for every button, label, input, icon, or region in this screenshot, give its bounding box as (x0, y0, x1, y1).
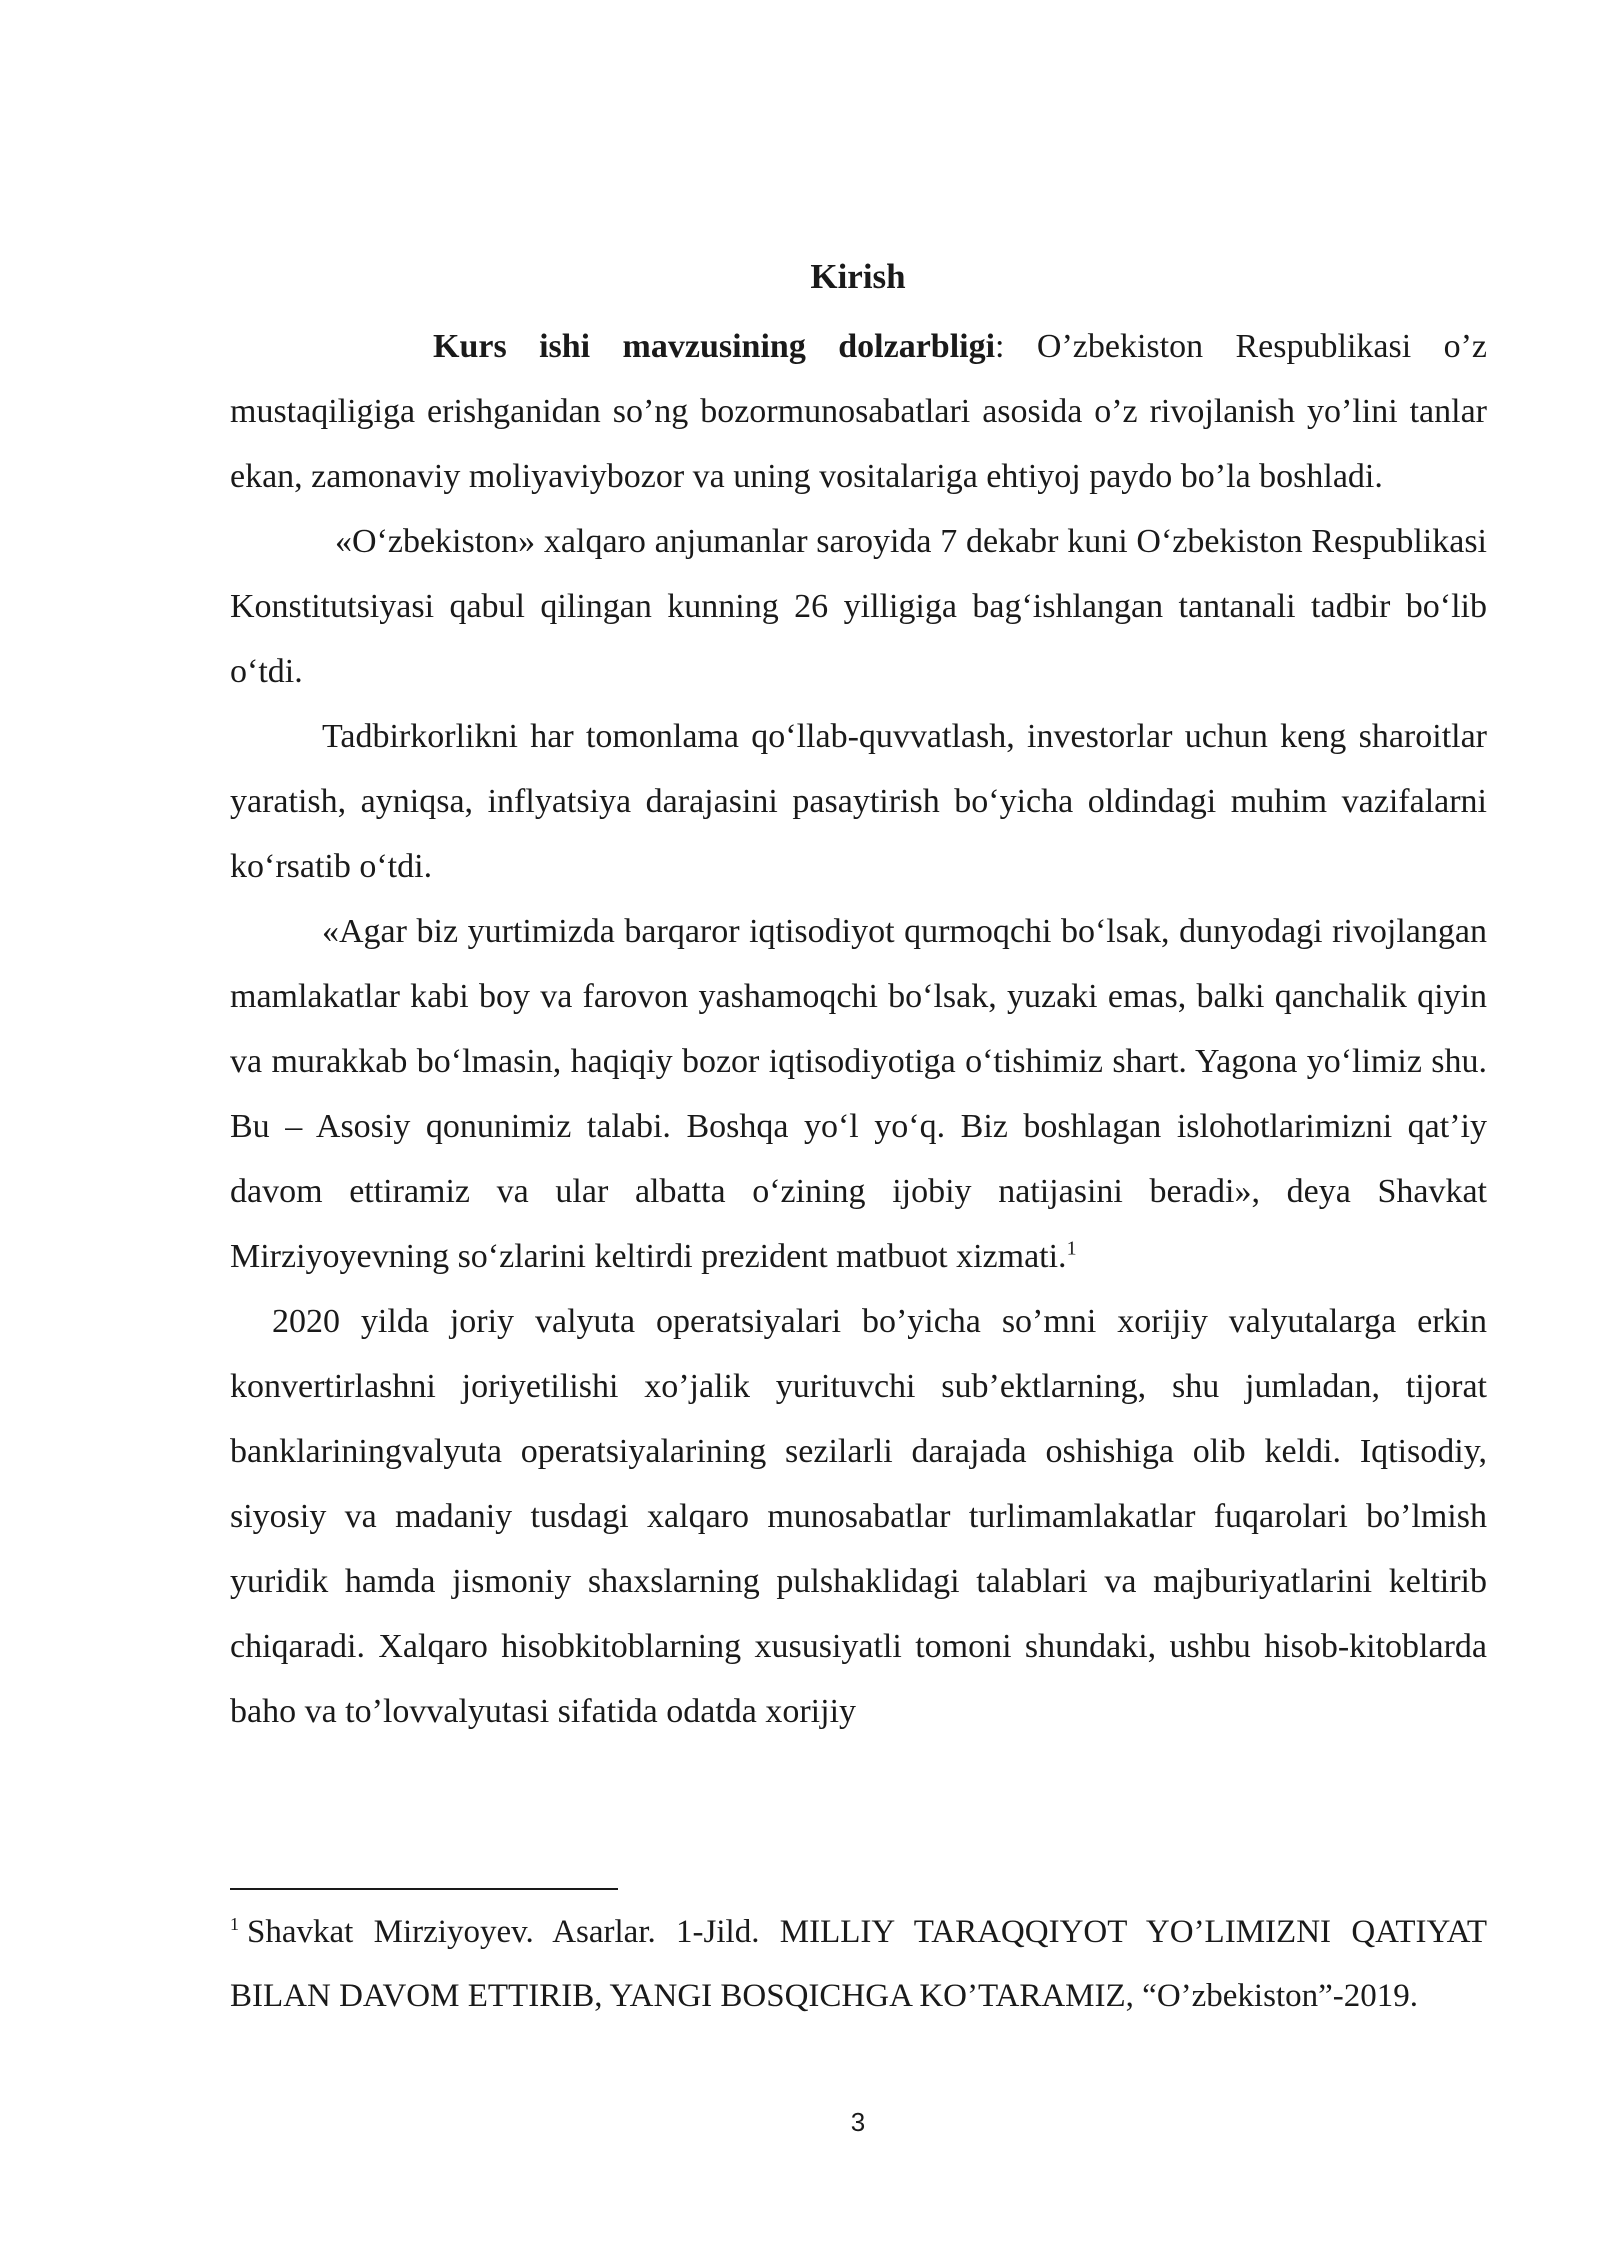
paragraph-lead: Kurs ishi mavzusining dolzarbligi (433, 328, 996, 365)
section-heading: Kirish (810, 257, 906, 296)
footnote (230, 1900, 1487, 2028)
paragraph-event: «O‘zbekiston» xalqaro anjumanlar saroyida 7 dekabr kuni O‘zbekiston Respublikasi Konstitutsiyasi qabul qilingan kunning 26 yilligiga bag‘ishlangan tantanali tadbir bo‘lib o‘tdi. (230, 523, 1487, 690)
page-number: 3 (850, 2107, 866, 2137)
footnote-reference[interactable]: 1 (1066, 1237, 1077, 1260)
paragraph-currency: 2020 yilda joriy valyuta operatsiyalari bo’yicha so’mni xorijiy valyutalarga erkin konvertirlashni joriyetilishi xo’jalik yurituvchi sub’ektlarning, shu jumladan, tijorat banklariningvalyuta operatsiyalarining sezilarli darajada oshishiga olib keldi. Iqtisodiy, siyosiy va madaniy tusdagi xalqaro munosabatlar turlimamlakatlar fuqarolari bo’lmish yuridik hamda jismoniy shaxslarning pulshaklidagi talablari va majburiyatlarini keltirib chiqaradi. Xalqaro hisobkitoblarning xususiyatli tomoni shundaki, ushbu hisob-kitoblarda baho va to’lovvalyutasi sifatida odatda xorijiy (230, 1303, 1487, 1730)
paragraph-text: : O’zbekiston Respublikasi o’z mustaqiligiga erishganidan so’ng bozormunosabatlari asosida o’z rivojlanish yo’lini tanlar ekan, zamonaviy moliyaviybozor va uning vositalariga ehtiyoj paydo bo’la boshladi. (230, 328, 1487, 495)
footnote-text: Shavkat Mirziyoyev. Asarlar. 1-Jild. MILLIY TARAQQIYOT YO’LIMIZNI QATIYAT BILAN DAVOM ETTIRIB, YANGI BOSQICHGA KO’TARAMIZ, “O’zbekiston”-2019. (230, 1914, 1487, 2014)
footnote-marker: 1 (230, 1914, 239, 1934)
body-text (230, 314, 1487, 1744)
paragraph-relevance (230, 314, 1487, 509)
paragraph-support: Tadbirkorlikni har tomonlama qo‘llab-quvvatlash, investorlar uchun keng sharoitlar yaratish, ayniqsa, inflyatsiya darajasini pasaytirish bo‘yicha oldindagi muhim vazifalarni ko‘rsatib o‘tdi. (230, 718, 1487, 885)
paragraph-text: «Agar biz yurtimizda barqaror iqtisodiyot qurmoqchi bo‘lsak, dunyodagi rivojlangan mamlakatlar kabi boy va farovon yashamoqchi bo‘lsak, yuzaki emas, balki qanchalik qiyin va murakkab bo‘lmasin, haqiqiy bozor iqtisodiyotiga o‘tishimiz shart. Yagona yo‘limiz shu. Bu – Asosiy qonunimiz talabi. Boshqa yo‘l yo‘q. Biz boshlagan islohotlarimizni qat’iy davom ettiramiz va ular albatta o‘zining ijobiy natijasini beradi», deya Shavkat Mirziyoyevning so‘zlarini keltirdi prezident matbuot xizmati. (230, 913, 1487, 1275)
paragraph-quote (230, 899, 1487, 1289)
footnote-divider (230, 1888, 618, 1890)
